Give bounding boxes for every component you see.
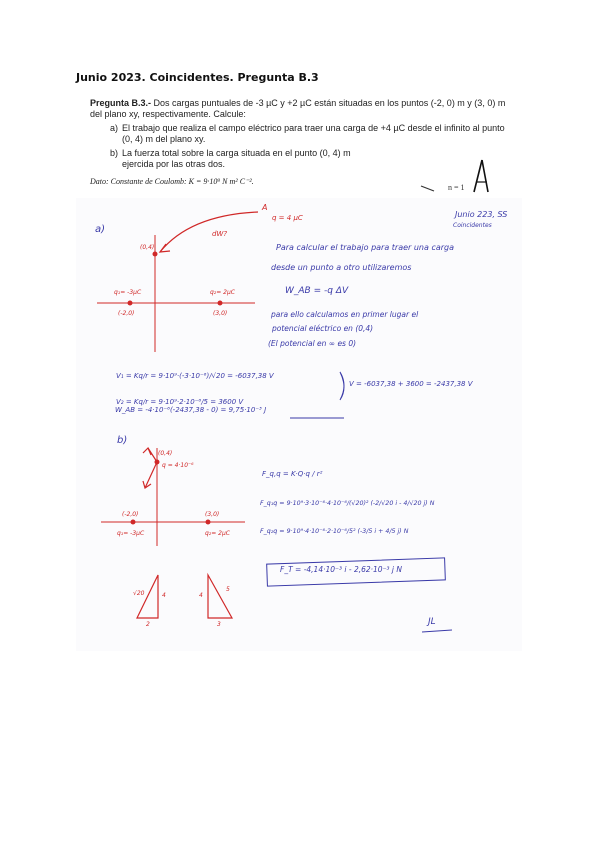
problem-intro-text: Dos cargas puntuales de -3 µC y +2 µC están situadas en los puntos (-2, 0) m y (3, 0) m del plano xy, respectivamente. Calcule: xyxy=(90,98,506,119)
problem-heading: Pregunta B.3.- xyxy=(90,98,152,108)
a-dw-label: dW? xyxy=(212,230,228,238)
b-q1-label: q₁= -3µC xyxy=(117,530,145,537)
a-path-arrow xyxy=(160,212,258,252)
explanation-line-3: para ello calculamos en primer lugar el xyxy=(271,310,419,319)
stray-n-label: n = 1 xyxy=(448,183,465,192)
tri2-base: 3 xyxy=(217,621,221,628)
tri1-hyp: √20 xyxy=(133,590,145,597)
coulomb-constant: Dato: Constante de Coulomb: K = 9·10⁹ N m² C⁻². xyxy=(90,177,254,186)
f2-equation: F_q₂q = 9·10⁹·4·10⁻⁶·2·10⁻⁶/5² (-3/5 i + 4/5 j) N xyxy=(260,528,409,535)
v-total-equation: V = -6037,38 + 3600 = -2437,38 V xyxy=(349,380,473,388)
a-point-04 xyxy=(153,252,158,257)
part-b-label: b) xyxy=(110,148,119,158)
triangle-2 xyxy=(208,575,232,618)
tri2-side: 4 xyxy=(199,592,203,599)
part-a-label: a) xyxy=(110,123,119,133)
part-a-sol-label: a) xyxy=(95,224,106,235)
page-title: Junio 2023. Coincidentes. Pregunta B.3 xyxy=(76,71,319,84)
b-f2-head xyxy=(143,448,151,455)
sheet-header-date: Junio 223, SS xyxy=(455,210,508,219)
a-q2-label: q₂= 2µC xyxy=(210,289,235,296)
b-charge-q2 xyxy=(206,520,211,525)
b-q-label: q = 4·10⁻⁶ xyxy=(162,462,194,469)
part-a-text: El trabajo que realiza el campo eléctrico para traer una carga de +4 µC desde el infinito al punto (0, 4) m del plano xy. xyxy=(122,123,505,144)
sheet-header-type: Coincidentes xyxy=(453,222,492,229)
part-b-text: La fuerza total sobre la carga situada en el punto (0, 4) m ejercida por las otras dos. xyxy=(122,148,351,169)
explanation-line-5: (El potencial en ∞ es 0) xyxy=(268,339,357,348)
w-result-equation: W_AB = -4·10⁻⁶(-2437,38 - 0) = 9,75·10⁻³ J xyxy=(115,406,267,414)
a-arrow-head xyxy=(160,244,170,252)
a-q1-label: q₁= -3µC xyxy=(114,289,142,296)
b-charge-q1 xyxy=(131,520,136,525)
b-q2-label: q₂= 2µC xyxy=(205,530,230,537)
a-q-label: q = 4 µC xyxy=(272,214,303,222)
v1-equation: V₁ = Kq/r = 9·10⁹·(-3·10⁻⁶)/√20 = -6037,38 V xyxy=(116,372,274,380)
explanation-line-2: desde un punto a otro utilizaremos xyxy=(271,263,412,272)
work-formula: W_AB = -q ΔV xyxy=(285,286,349,296)
part-b-sol-label: b) xyxy=(117,435,128,446)
tri2-hyp: 5 xyxy=(226,586,230,593)
signature-line xyxy=(422,630,452,632)
v2-equation: V₂ = Kq/r = 9·10⁹·2·10⁻⁶/5 = 3600 V xyxy=(116,398,244,406)
a-q1-pos: (-2,0) xyxy=(118,310,135,317)
b-q1-pos: (-2,0) xyxy=(122,511,139,518)
f-total-equation: F_T = -4,14·10⁻³ i - 2,62·10⁻³ j N xyxy=(280,565,402,574)
a-q2-pos: (3,0) xyxy=(213,310,228,317)
a-point-coord: (0,4) xyxy=(140,244,155,251)
tri1-side: 4 xyxy=(162,592,166,599)
a-charge-q2 xyxy=(218,301,223,306)
a-point-a-label: A xyxy=(262,203,268,212)
signature: JL xyxy=(428,617,436,627)
a-charge-q1 xyxy=(128,301,133,306)
f-general-equation: F_q,q = K·Q·q / r² xyxy=(262,470,323,478)
v-brace xyxy=(340,372,344,400)
explanation-line-4: potencial eléctrico en (0,4) xyxy=(272,324,374,333)
f1-equation: F_q₁q = 9·10⁹·3·10⁻⁶·4·10⁻⁶/(√20)² (-2/√20 i - 4/√20 j) N xyxy=(260,500,435,507)
explanation-line-1: Para calcular el trabajo para traer una carga xyxy=(276,243,455,252)
b-point-coord: (0,4) xyxy=(158,450,173,457)
b-q2-pos: (3,0) xyxy=(205,511,220,518)
tri1-base: 2 xyxy=(146,621,150,628)
